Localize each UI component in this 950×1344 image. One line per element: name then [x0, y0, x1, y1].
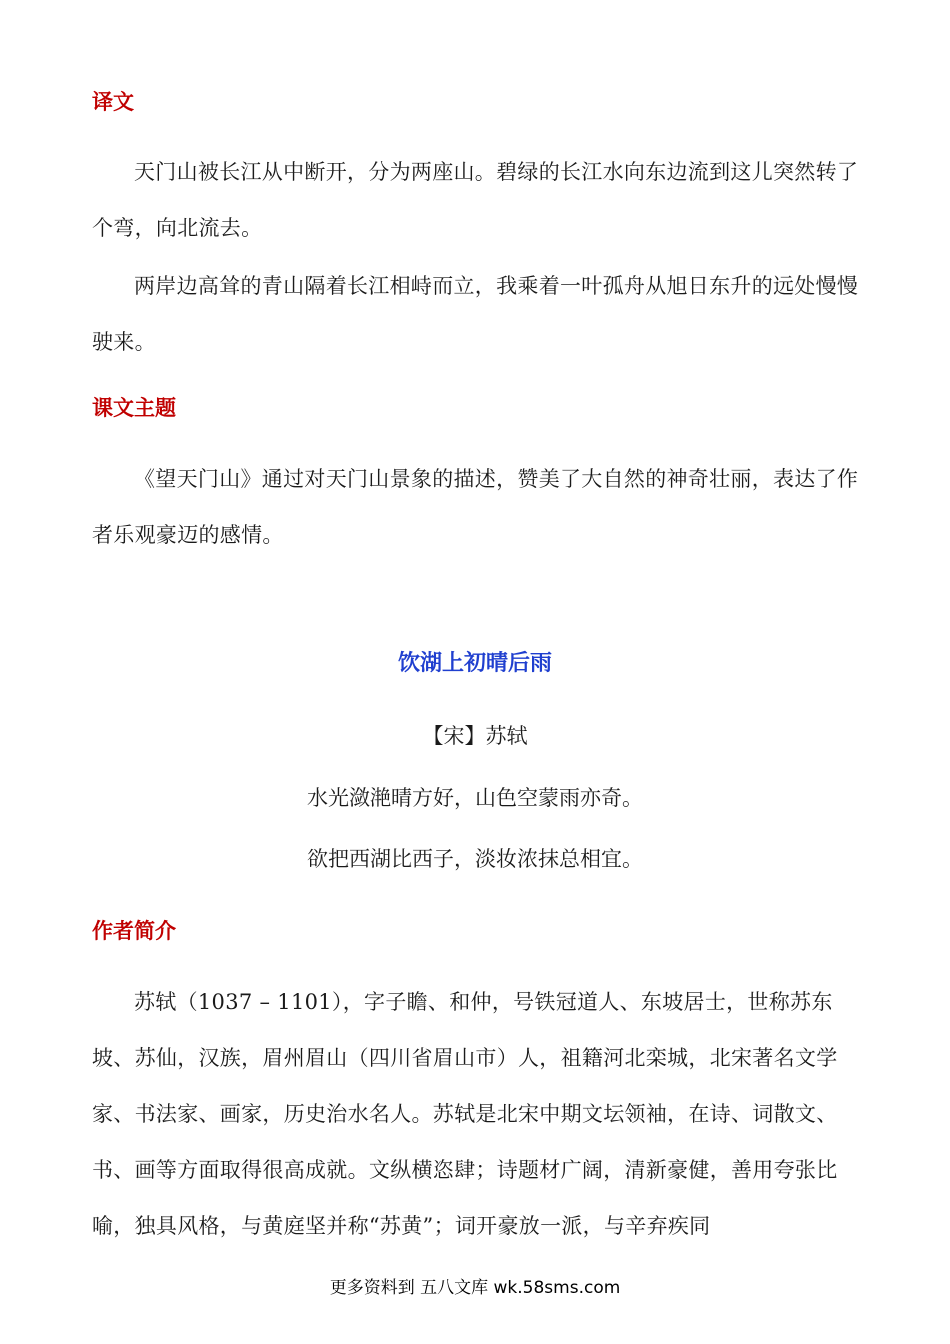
footer-link-text[interactable]: 更多资料到 五八文库 wk.58sms.com [329, 1278, 621, 1298]
theme-paragraph: 《望天门山》通过对天门山景象的描述，赞美了大自然的神奇壮丽，表达了作者乐观豪迈的感情。 [92, 467, 859, 547]
translation-paragraph-2: 两岸边高耸的青山隔着长江相峙而立，我乘着一叶孤舟从旭日东升的远处慢慢驶来。 [92, 274, 859, 354]
poem-author: 【宋】苏轼 [422, 724, 528, 748]
author-intro-paragraph: 苏轼（1037 – 1101），字子瞻、和仲，号铁冠道人、东坡居士，世称苏东坡、苏仙，汉族，眉州眉山（四川省眉山市）人，祖籍河北栾城，北宋著名文学家、书法家、画家，历史治水名人。苏轼是北宋中期文坛领袖，在诗、词散文、书、画等方面取得很高成就。文纵横恣肆；诗题材广阔，清新豪健，善用夸张比喻，独具风格，与黄庭坚并称“苏黄”；词开豪放一派，与辛弃疾同 [92, 990, 838, 1238]
poem-line-1: 水光潋滟晴方好，山色空蒙雨亦奇。 [307, 786, 643, 810]
poem-title: 饮湖上初晴后雨 [397, 651, 552, 676]
theme-heading: 课文主题 [92, 396, 176, 420]
translation-paragraph-1: 天门山被长江从中断开，分为两座山。碧绿的长江水向东边流到这儿突然转了个弯，向北流去。 [92, 160, 859, 240]
translation-heading: 译文 [92, 90, 134, 114]
author-intro-heading: 作者简介 [92, 919, 176, 943]
poem-line-2: 欲把西湖比西子，淡妆浓抹总相宜。 [307, 847, 643, 871]
